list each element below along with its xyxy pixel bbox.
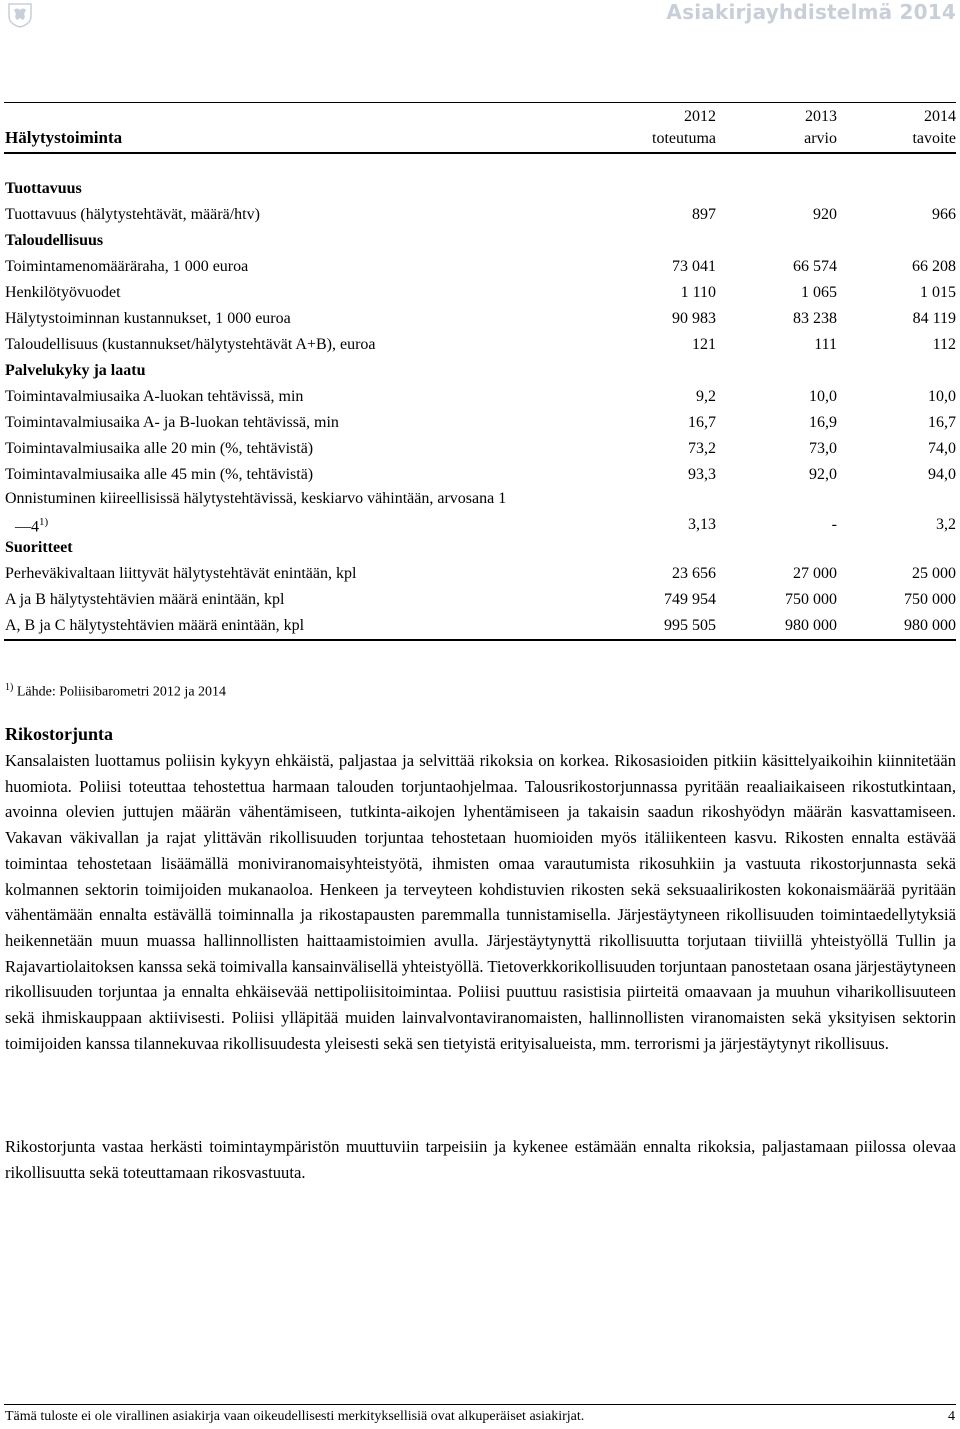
table-row	[5, 565, 956, 591]
row-value-2013: 83 238	[793, 310, 837, 327]
column-year: 2012	[684, 108, 716, 125]
row-value-2014: 980 000	[904, 617, 956, 634]
page-header	[0, 0, 960, 28]
row-value-2014: 966	[932, 206, 956, 223]
page-number: 4	[948, 1409, 955, 1424]
column-kind: arvio	[804, 130, 837, 147]
row-value-2012: 3,13	[688, 516, 716, 533]
row-label: Tuottavuus	[5, 180, 82, 197]
row-label: Toimintavalmiusaika alle 20 min (%, tehtävistä)	[5, 440, 314, 457]
section-paragraph-2: Rikostorjunta vastaa herkästi toimintaympäristön muuttuviin tarpeisiin ja kykenee estämään ennalta rikoksia, paljastamaan piilossa olevaa rikollisuutta sekä toteuttamaan rikosvastuuta.	[5, 1137, 956, 1182]
row-value-2013: 92,0	[809, 466, 837, 483]
row-value-2012: 9,2	[696, 388, 716, 405]
row-value-2013: 980 000	[785, 617, 837, 634]
column-kind: tavoite	[912, 130, 956, 147]
row-value-2014: 10,0	[928, 388, 956, 405]
row-value-2012: 90 983	[672, 310, 716, 327]
column-header-2013	[717, 106, 837, 150]
table-title: Hälytystoiminta	[5, 128, 123, 147]
row-value-2013: 111	[814, 336, 837, 353]
table-row	[5, 414, 956, 440]
row-label: Palvelukyky ja laatu	[5, 362, 146, 379]
row-label-line2: —4	[15, 518, 39, 536]
row-label: Taloudellisuus (kustannukset/hälytystehtävät A+B), euroa	[5, 336, 376, 353]
table-row	[5, 466, 956, 492]
row-value-2014: 94,0	[928, 466, 956, 483]
row-label: Taloudellisuus	[5, 232, 104, 249]
row-label: Onnistuminen kiireellisissä hälytystehtävissä, keskiarvo vähintään, arvosana 1	[5, 490, 507, 507]
column-kind: toteutuma	[652, 130, 716, 147]
document-title: Asiakirjayhdistelmä 2014	[666, 0, 956, 24]
row-value-2012: 93,3	[688, 466, 716, 483]
row-value-2014: 25 000	[912, 565, 956, 582]
footnote-mark: 1)	[5, 682, 14, 693]
row-value-2012: 1 110	[680, 284, 716, 301]
column-year: 2014	[924, 108, 956, 125]
table-row	[5, 490, 956, 542]
row-value-2013: 750 000	[785, 591, 837, 608]
row-label: A ja B hälytystehtävien määrä enintään, kpl	[5, 591, 285, 608]
row-value-2012: 121	[692, 336, 716, 353]
row-value-2013: 27 000	[793, 565, 837, 582]
row-label: Suoritteet	[5, 539, 73, 556]
row-value-2014: 66 208	[912, 258, 956, 275]
row-label: Tuottavuus (hälytystehtävät, määrä/htv)	[5, 206, 260, 223]
row-value-2012: 23 656	[672, 565, 716, 582]
table-row	[5, 284, 956, 310]
row-label: Hälytystoiminnan kustannukset, 1 000 euroa	[5, 310, 291, 327]
row-value-2014: 3,2	[936, 516, 956, 533]
table-top-rule	[4, 102, 956, 103]
column-header-2014	[836, 106, 956, 150]
row-label: Toimintamenomääräraha, 1 000 euroa	[5, 258, 249, 275]
row-value-2014: 112	[932, 336, 956, 353]
row-value-2014: 16,7	[928, 414, 956, 431]
table-section-heading	[5, 180, 956, 206]
row-value-2013: 1 065	[801, 284, 837, 301]
row-label: Toimintavalmiusaika A- ja B-luokan tehtävissä, min	[5, 414, 339, 431]
table-section-heading	[5, 232, 956, 258]
row-label: A, B ja C hälytystehtävien määrä enintään, kpl	[5, 617, 305, 634]
footer-rule	[4, 1404, 956, 1405]
row-value-2012: 73 041	[672, 258, 716, 275]
footer-disclaimer: Tämä tuloste ei ole virallinen asiakirja vaan oikeudellisesti merkityksellisiä ovat alkuperäiset asiakirjat.	[5, 1409, 585, 1424]
section-heading: Rikostorjunta	[5, 724, 114, 744]
table-row	[5, 591, 956, 617]
table-header-rule	[4, 152, 956, 154]
row-label: Henkilötyövuodet	[5, 284, 121, 301]
finnish-lion-coat-of-arms-icon	[6, 2, 34, 28]
section-paragraph-1: Kansalaisten luottamus poliisin kykyyn ehkäistä, paljastaa ja selvittää rikoksia on korkea. Rikosasioiden pitkiin käsittelyaikoihin kiinnitetään huomiota. Poliisi toteuttaa tehostettua harmaan talouden torjuntaohjelmaa. Talousrikostorjunnassa pyritään reaaliaikaiseen rikostutkintaan, avoinna olevien juttujen määrän vähentämiseen, tutkinta-aikojen lyhentämiseen ja takaisin saadun rikoshyödyn määrän kasvattamiseen. Vakavan väkivallan ja rajat ylittävän rikollisuuden torjuntaa tehostetaan huomioiden myös itäliikenteen kasvu. Rikosten ennalta estävää toimintaa tehostetaan lisäämällä moniviranomaisyhteistyötä, ihmisten omaa varautumista rikosuhkiin ja vastuuta rikostorjunnasta sekä kolmannen sektorin toimijoiden mukanaoloa. Henkeen ja terveyteen kohdistuvien rikosten sekä seksuaalirikosten kokonaismäärää pyritään vähentämään ennalta estävällä toiminnalla ja rikostapausten paremmalla tunnistamisella. Järjestäytyneen rikollisuuden toimintaedellytyksiä heikennetään muun muassa hallinnollisten haittaamistoimien avulla. Järjestäytynyttä rikollisuutta torjutaan tiiviillä yhteistyöllä Tullin ja Rajavartiolaitoksen kanssa sekä toimivalla kansainvälisellä yhteistyöllä. Tietoverkkorikollisuuden torjuntaan panostetaan osana järjestäytyneen rikollisuuden torjuntaa ja ennalta ehkäisevää nettipoliisitoimintaa. Poliisi puuttuu rasistisia piirteitä omaavaan ja muuhun viharikollisuuteen sekä ihmiskauppaan aktiivisesti. Poliisi ylläpitää muiden lainvalvontaviranomaisten, hallinnollisten viranomaisten sekä yksityisen sektorin toimijoiden kanssa tilannekuvaa rikollisuudesta yleisesti sekä sen tietyistä erityisalueista, mm. terrorismi ja järjestäytynyt rikollisuus.	[5, 751, 956, 1053]
row-value-2014: 1 015	[920, 284, 956, 301]
row-value-2013: 10,0	[809, 388, 837, 405]
row-value-2013: 73,0	[809, 440, 837, 457]
table-row	[5, 336, 956, 362]
row-label: Perheväkivaltaan liittyvät hälytystehtävät enintään, kpl	[5, 565, 357, 582]
row-value-2013: 920	[813, 206, 837, 223]
table-bottom-rule	[4, 639, 956, 641]
table-row	[5, 258, 956, 284]
row-value-2012: 897	[692, 206, 716, 223]
row-label: Toimintavalmiusaika A-luokan tehtävissä, min	[5, 388, 304, 405]
row-value-2014: 750 000	[904, 591, 956, 608]
row-value-2014: 84 119	[912, 310, 956, 327]
table-row	[5, 310, 956, 336]
column-header-2012	[596, 106, 716, 150]
row-value-2012: 73,2	[688, 440, 716, 457]
footnote	[5, 682, 226, 701]
row-value-2013: 66 574	[793, 258, 837, 275]
table-section-heading	[5, 539, 956, 565]
row-value-2013: 16,9	[809, 414, 837, 431]
column-year: 2013	[805, 108, 837, 125]
footnote-text: Lähde: Poliisibarometri 2012 ja 2014	[13, 684, 227, 700]
row-label-continuation	[15, 516, 48, 536]
table-row	[5, 440, 956, 466]
row-value-2012: 995 505	[664, 617, 716, 634]
row-value-2012: 16,7	[688, 414, 716, 431]
table-row	[5, 206, 956, 232]
footnote-ref: 1)	[39, 516, 49, 528]
table-row	[5, 388, 956, 414]
table-section-heading	[5, 362, 956, 388]
row-value-2013: -	[831, 516, 837, 533]
row-label: Toimintavalmiusaika alle 45 min (%, tehtävistä)	[5, 466, 314, 483]
row-value-2014: 74,0	[928, 440, 956, 457]
row-value-2012: 749 954	[664, 591, 716, 608]
